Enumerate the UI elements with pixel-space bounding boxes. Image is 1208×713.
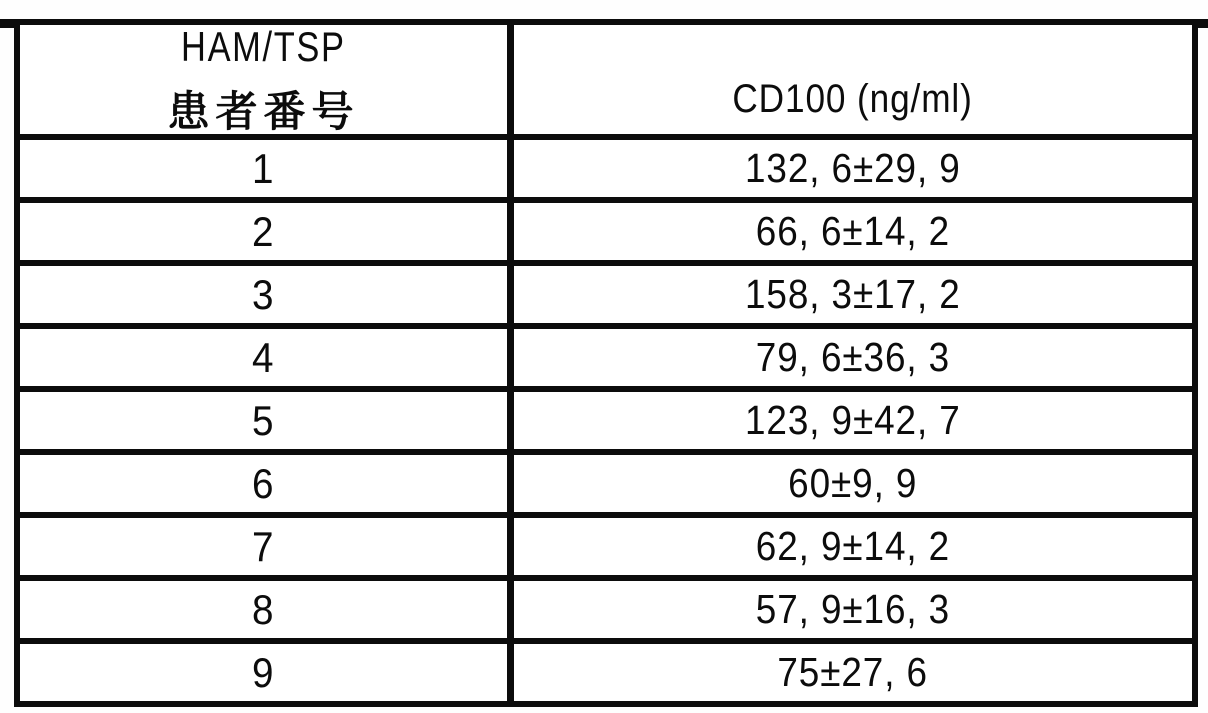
cd100-value: 132, 6±29, 9: [745, 145, 961, 191]
table-row: [20, 197, 1192, 260]
table-row: [20, 260, 1192, 323]
cd100-value: 57, 9±16, 3: [755, 586, 951, 632]
patient-number-cell: [20, 266, 514, 323]
patient-number-value: 7: [252, 522, 275, 570]
patient-number-value: 8: [252, 585, 275, 633]
patient-number-value: 2: [252, 207, 275, 255]
patient-number-cell: [20, 644, 514, 701]
cd100-value-cell: [514, 644, 1192, 701]
cd100-value-cell: [514, 329, 1192, 386]
cd100-value-cell: [514, 203, 1192, 260]
table-row: [20, 323, 1192, 386]
cd100-value: 62, 9±14, 2: [755, 523, 951, 569]
patient-number-value: 1: [252, 144, 275, 192]
cd100-value: 79, 6±36, 3: [755, 334, 951, 380]
patient-number-label: 患者番号: [167, 87, 360, 135]
table-row: [20, 638, 1192, 701]
patient-number-cell: [20, 518, 514, 575]
cd100-value: 123, 9±42, 7: [745, 397, 961, 443]
patient-number-value: 6: [252, 459, 275, 507]
cd100-value-cell: [514, 581, 1192, 638]
patient-number-header-cell: [20, 22, 514, 135]
table-row: [20, 134, 1192, 197]
cd100-value-cell: [514, 392, 1192, 449]
patient-number-cell: [20, 329, 514, 386]
patient-number-cell: [20, 140, 514, 197]
patient-number-value: 5: [252, 396, 275, 444]
cd100-value-cell: [514, 266, 1192, 323]
table-row: [20, 512, 1192, 575]
patient-number-value: 9: [252, 648, 275, 696]
patient-number-value: 4: [252, 333, 275, 381]
cd100-value-cell: [514, 455, 1192, 512]
cd100-value: 158, 3±17, 2: [745, 271, 961, 317]
patient-number-cell: [20, 392, 514, 449]
patient-number-cell: [20, 581, 514, 638]
patient-cd100-table: [14, 19, 1198, 707]
ham-tsp-label: HAM/TSP: [181, 22, 346, 70]
cd100-value: 60±9, 9: [788, 460, 918, 506]
patient-number-value: 3: [252, 270, 275, 318]
patient-number-cell: [20, 203, 514, 260]
patient-number-header-stack: [163, 21, 364, 139]
cd100-value-cell: [514, 518, 1192, 575]
table-row: [20, 386, 1192, 449]
cd100-value: 66, 6±14, 2: [755, 208, 951, 254]
cd100-header-label: CD100 (ng/ml): [732, 77, 974, 121]
cd100-value-cell: [514, 140, 1192, 197]
table-row: [20, 449, 1192, 512]
patient-number-cell: [20, 455, 514, 512]
cd100-header-cell: [514, 25, 1192, 134]
table-row: [20, 575, 1192, 638]
cd100-value: 75±27, 6: [777, 649, 929, 695]
table-header-row: [20, 22, 1192, 135]
